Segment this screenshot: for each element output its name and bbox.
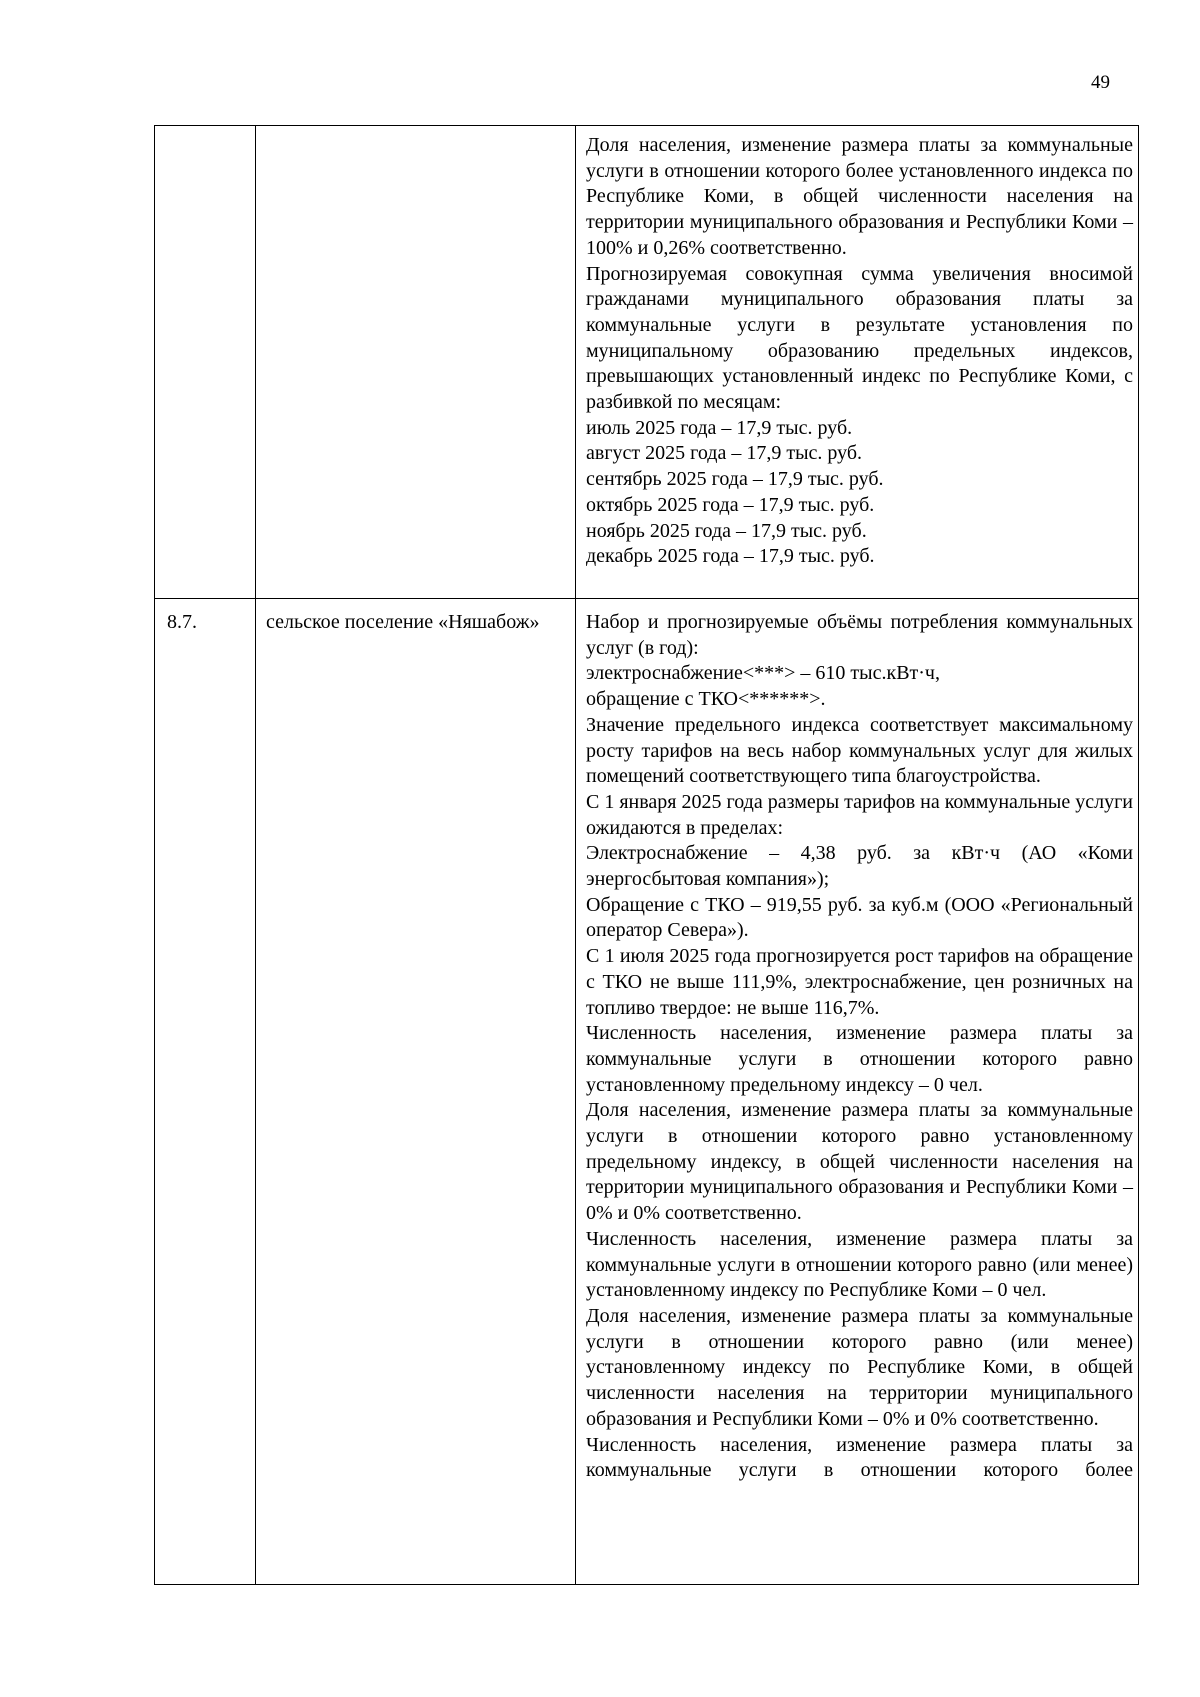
paragraph: Доля населения, изменение размера платы за коммунальные услуги в отношении которого равно установленному предельному индексу, в общей численности населения на территории муниципального образования и Республики Коми – 0% и 0% соответственно. <box>586 1099 1133 1225</box>
page-number: 49 <box>1091 72 1110 93</box>
paragraph: Значение предельного индекса соответствует максимальному росту тарифов на весь набор коммунальных услуг для жилых помещений соответствующего типа благоустройства. <box>586 713 1133 788</box>
paragraph: Численность населения, изменение размера платы за коммунальные услуги в отношении которого равно (или менее) установленному индексу по Республике Коми – 0 чел. <box>586 1227 1133 1302</box>
paragraph: Численность населения, изменение размера платы за коммунальные услуги в отношении которого равно установленному предельному индексу – 0 чел. <box>586 1022 1133 1096</box>
data-table <box>154 125 1139 1585</box>
row-number-cell: 8.7. <box>155 599 256 1585</box>
paragraph: С 1 января 2025 года размеры тарифов на коммунальные услуги ожидаются в пределах: <box>586 790 1133 839</box>
paragraph: октябрь 2025 года – 17,9 тыс. руб. <box>586 493 875 516</box>
paragraph: сентябрь 2025 года – 17,9 тыс. руб. <box>586 468 884 491</box>
table-row <box>155 126 1139 599</box>
paragraph: электроснабжение<***> – 610 тыс.кВт·ч, <box>586 662 940 685</box>
paragraph: ноябрь 2025 года – 17,9 тыс. руб. <box>586 519 867 542</box>
row-number-cell <box>155 126 256 599</box>
paragraph: июль 2025 года – 17,9 тыс. руб. <box>586 416 853 439</box>
paragraph: обращение с ТКО<******>. <box>586 688 826 711</box>
description-cell <box>576 599 1139 1585</box>
paragraph: Доля населения, изменение размера платы за коммунальные услуги в отношении которого более установленного индекса по Республике Коми, в общей численности населения на территории муниципального образования и Республики Коми – 100% и 0,26% соответственно. <box>586 134 1133 259</box>
paragraph: август 2025 года – 17,9 тыс. руб. <box>586 442 863 465</box>
municipality-name-cell: сельское поселение «Няшабож» <box>256 599 576 1585</box>
paragraph: Обращение с ТКО – 919,55 руб. за куб.м (ООО «Региональный оператор Севера»). <box>586 893 1133 942</box>
paragraph: Численность населения, изменение размера платы за коммунальные услуги в отношении которого более <box>586 1433 1133 1482</box>
table-row <box>155 599 1139 1585</box>
paragraph: Набор и прогнозируемые объёмы потребления коммунальных услуг (в год): <box>586 611 1133 659</box>
paragraph: Электроснабжение – 4,38 руб. за кВт·ч (АО «Коми энергосбытовая компания»); <box>586 842 1133 891</box>
municipality-name-cell <box>256 126 576 599</box>
paragraph: Прогнозируемая совокупная сумма увеличения вносимой гражданами муниципального образования платы за коммунальные услуги в результате установления по муниципальному образованию предельных индексов, превышающих установленный индекс по Республике Коми, с разбивкой по месяцам: <box>586 262 1133 414</box>
paragraph: декабрь 2025 года – 17,9 тыс. руб. <box>586 545 875 568</box>
description-cell <box>576 126 1139 599</box>
paragraph: Доля населения, изменение размера платы за коммунальные услуги в отношении которого равно (или менее) установленному индексу по Республике Коми, в общей численности населения на территории муниципального образования и Республики Коми – 0% и 0% соответственно. <box>586 1304 1133 1430</box>
paragraph: С 1 июля 2025 года прогнозируется рост тарифов на обращение с ТКО не выше 111,9%, электроснабжение, цен розничных на топливо твердое: не выше 116,7%. <box>586 945 1133 1019</box>
